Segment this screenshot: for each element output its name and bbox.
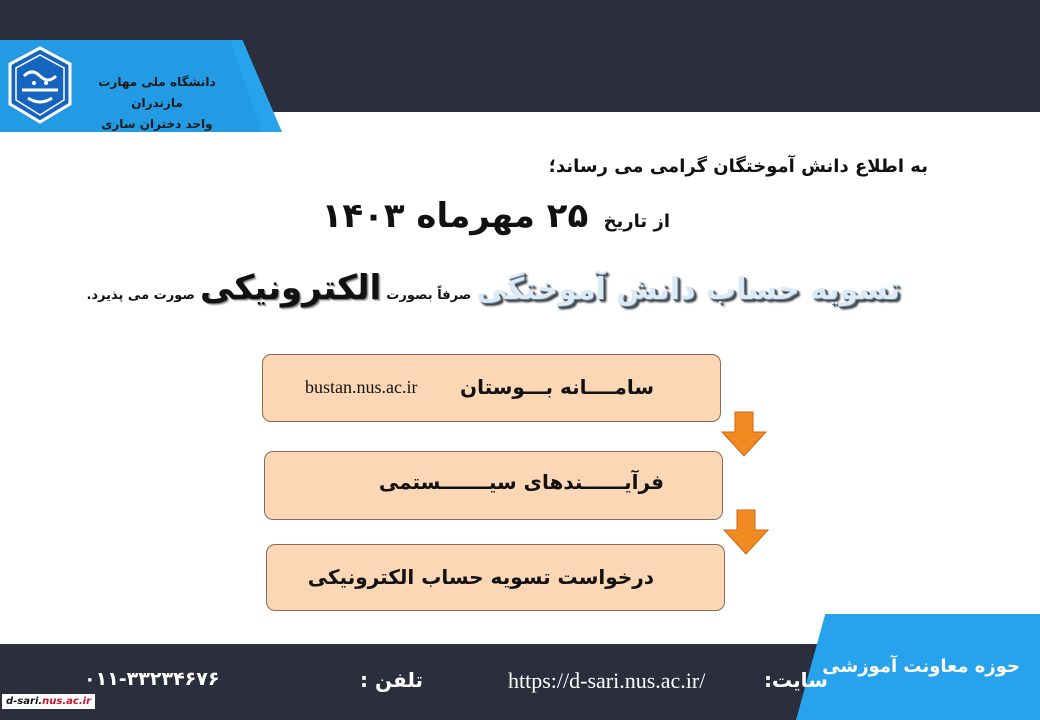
announcement-highlight-2: الکترونیکی bbox=[200, 268, 382, 308]
watermark-suffix: nus.ac.ir bbox=[42, 696, 91, 707]
date-prefix: از تاریخ bbox=[603, 211, 670, 232]
step-box-processes bbox=[264, 451, 723, 520]
step-label-bustan: سامــــانه بـــوستان bbox=[460, 375, 654, 399]
announcement-intro: به اطلاع دانش آموختگان گرامی می رساند؛ bbox=[548, 156, 928, 177]
announcement-connector-2: صورت می پذیرد. bbox=[86, 288, 195, 303]
department-label: حوزه معاونت آموزشی bbox=[822, 656, 1020, 677]
bustan-url[interactable]: bustan.nus.ac.ir bbox=[305, 377, 418, 397]
phone-label: تلفن : bbox=[360, 668, 424, 692]
brand-text bbox=[76, 72, 238, 135]
step-box-bustan bbox=[262, 354, 721, 422]
announcement-connector-1: صرفاً بصورت bbox=[386, 288, 472, 303]
watermark-prefix: d-sari. bbox=[6, 696, 43, 707]
phone-number: ۰۱۱-۳۳۲۳۴۶۷۶ bbox=[84, 668, 220, 690]
date-value: ۲۵ مهرماه ۱۴۰۳ bbox=[321, 196, 589, 236]
step-label-request: درخواست تسویه حساب الکترونیکی bbox=[307, 565, 654, 589]
announcement-date bbox=[321, 196, 670, 236]
down-arrow-icon bbox=[720, 410, 768, 458]
branch-name: واحد دختران ساری bbox=[101, 117, 213, 131]
watermark bbox=[2, 694, 95, 709]
site-url-link[interactable]: https://d-sari.nus.ac.ir/ bbox=[508, 668, 706, 693]
announcement-highlight-1: تسویه حساب دانش آموختگی bbox=[476, 272, 900, 307]
step-box-request bbox=[266, 544, 725, 611]
university-name: دانشگاه ملی مهارت مازندران bbox=[98, 75, 216, 110]
site-label: سایت: bbox=[764, 668, 828, 692]
university-seal-icon bbox=[6, 46, 74, 124]
announcement-main bbox=[86, 268, 900, 308]
down-arrow-icon bbox=[722, 508, 770, 556]
step-label-processes: فرآیــــــندهای سیـــــــستمی bbox=[378, 470, 664, 494]
